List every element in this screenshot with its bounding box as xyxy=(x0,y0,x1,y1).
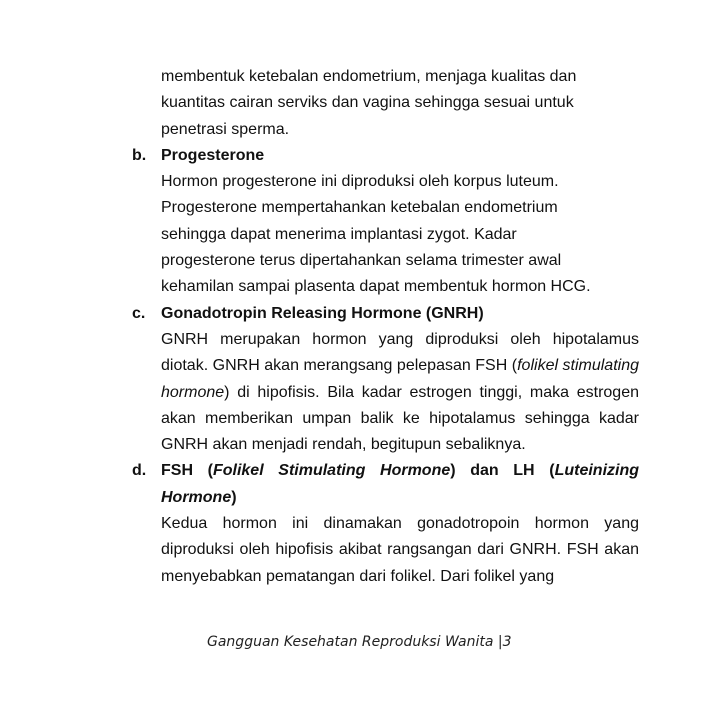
section-c-text-2: ) di hipofisis. Bila kadar estrogen tinggi, maka estrogen akan memberikan umpan balik ke hipotalamus sehingga kadar GNRH akan menjadi rendah, begitupun sebaliknya. xyxy=(161,383,639,454)
section-c-italic-term: folikel stimulating hormone xyxy=(161,357,639,401)
section-b-heading: Progesterone xyxy=(161,146,265,164)
section-c-text-1: GNRH merupakan hormon yang diproduksi oleh hipotalamus diotak. GNRH akan merangsang pelepasan FSH ( xyxy=(161,330,639,375)
section-d-heading xyxy=(161,458,639,511)
section-d-paragraph: Kedua hormon ini dinamakan gonadotropoin hormon yang diproduksi oleh hipofisis akibat rangsangan dari GNRH. FSH akan menyebabkan pematangan dari folikel. Dari folikel yang xyxy=(161,515,639,585)
intro-paragraph xyxy=(161,64,639,143)
section-d-heading-part: ) dan LH ( xyxy=(450,462,555,480)
intro-line: kuantitas cairan serviks dan vagina sehingga sesuai untuk xyxy=(161,94,574,112)
section-b-line: Progesterone mempertahankan ketebalan endometrium xyxy=(161,199,558,217)
page-footer xyxy=(207,634,527,650)
section-d-heading-italic: Luteinizing Hormone xyxy=(161,462,640,506)
footer-title: Gangguan Kesehatan Reproduksi Wanita xyxy=(207,634,494,650)
section-b-line: Hormon progesterone ini diproduksi oleh korpus luteum. xyxy=(161,173,559,191)
section-b-marker: b. xyxy=(132,146,147,164)
intro-line: penetrasi sperma. xyxy=(161,120,290,138)
section-c xyxy=(132,301,639,459)
section-b-line: kehamilan sampai plasenta dapat membentuk hormon HCG. xyxy=(161,278,591,296)
section-c-heading: Gonadotropin Releasing Hormone (GNRH) xyxy=(161,304,484,322)
section-b-line: sehingga dapat menerima implantasi zygot. Kadar xyxy=(161,225,517,243)
footer-separator: | xyxy=(497,634,503,650)
section-c-marker: c. xyxy=(132,304,146,322)
intro-line: membentuk ketebalan endometrium, menjaga kualitas dan xyxy=(161,68,577,85)
section-b-line: progesterone terus dipertahankan selama trimester awal xyxy=(161,252,562,270)
body-text xyxy=(132,64,640,590)
section-d xyxy=(132,458,640,589)
section-c-paragraph xyxy=(161,327,639,458)
section-b xyxy=(132,143,639,301)
section-d-heading-italic: Folikel Stimulating Hormone xyxy=(212,462,451,480)
section-d-heading-part: ) xyxy=(231,488,237,506)
section-d-marker: d. xyxy=(132,462,147,480)
section-d-heading-part: FSH ( xyxy=(161,462,213,480)
page-number: 3 xyxy=(502,634,512,650)
